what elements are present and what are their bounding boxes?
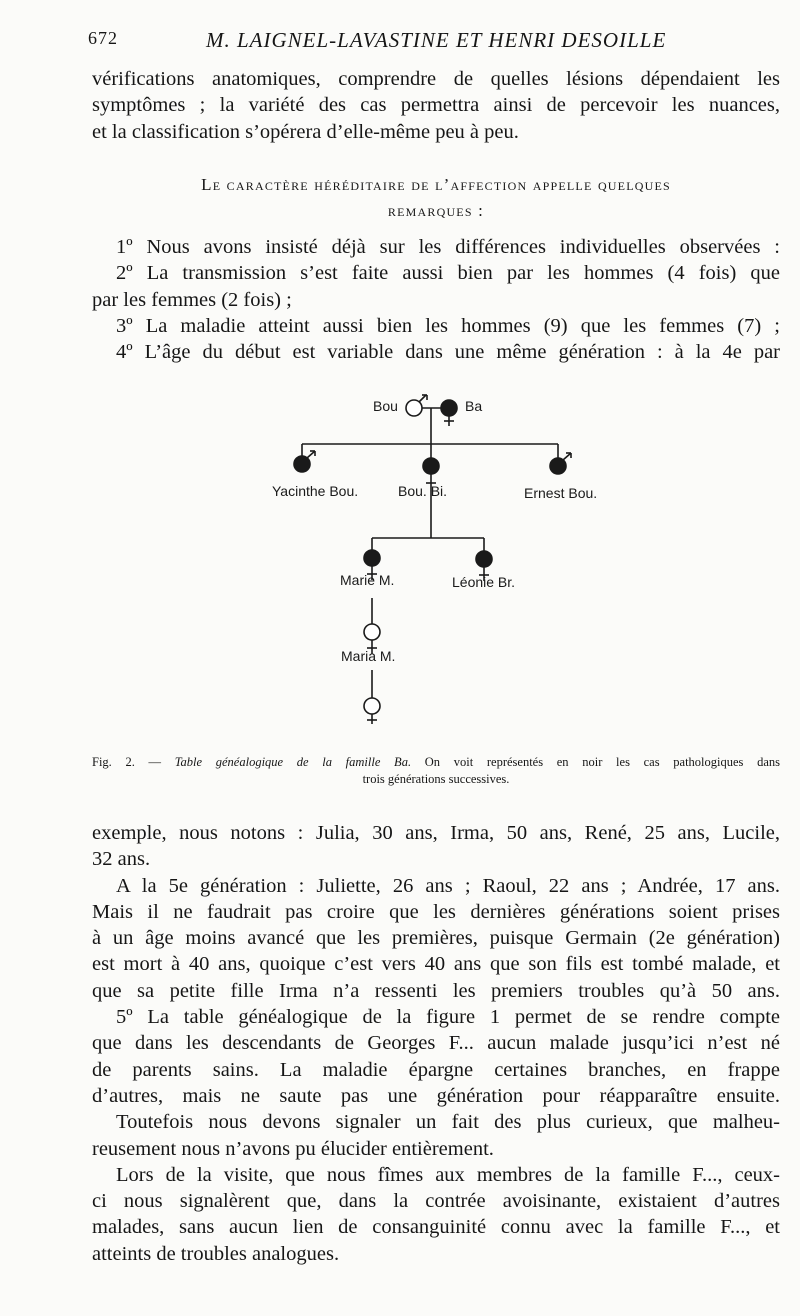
remark-line: par les femmes (2 fois) ;	[92, 288, 292, 311]
label-ernest: Ernest Bou.	[524, 485, 598, 501]
figure-caption	[92, 754, 780, 788]
caption-line	[92, 754, 780, 771]
label-marie: Marie M.	[340, 572, 395, 588]
running-header	[88, 28, 772, 58]
female-affected-symbol	[364, 550, 380, 566]
label-maria: Maria M.	[341, 648, 396, 664]
pedigree-chart	[0, 380, 800, 740]
pedigree-figure	[0, 380, 800, 740]
male-arrow	[419, 395, 426, 402]
text-line: atteints de troubles analogues.	[92, 1242, 340, 1265]
label-bou-bi: Bou. Bi.	[398, 483, 448, 499]
caption-title: Table généalogique de la famille Ba.	[174, 755, 412, 769]
remarks-list	[92, 234, 780, 365]
remark-line: 1º Nous avons insisté déjà sur les différences individuelles observées :	[116, 236, 780, 258]
text-line: A la 5e génération : Juliette, 26 ans ; Raoul, 22 ans ; Andrée, 17 ans.	[116, 874, 780, 897]
text-line: Toutefois nous devons signaler un fait des plus curieux, que malheu-	[116, 1111, 780, 1134]
text-line: reusement nous n’avons pu élucider entièrement.	[92, 1137, 494, 1160]
page-number: 672	[88, 28, 118, 48]
text-line: d’autres, mais ne saute pas une génération pour réapparaître ensuite.	[92, 1084, 780, 1107]
female-unaffected-symbol	[364, 624, 380, 640]
text-line: à un âge moins avancé que les premières, puisque Germain (2e génération)	[92, 927, 780, 950]
text-line: de parents sains. La maladie épargne certaines branches, en frappe	[92, 1058, 780, 1081]
caption-line: trois générations successives.	[362, 772, 510, 786]
remark-line: 3º La maladie atteint aussi bien les hommes (9) que les femmes (7) ;	[116, 314, 780, 337]
section-heading	[92, 172, 780, 224]
text-line: est mort à 40 ans, quoique c’est vers 40 ans que son fils est tombé malade, et	[92, 953, 780, 976]
label-bou: Bou	[373, 398, 398, 414]
label-yacinthe: Yacinthe Bou.	[272, 483, 359, 499]
caption-label: Fig. 2. —	[92, 755, 162, 769]
body-text	[92, 820, 780, 1267]
text-line: Mais il ne faudrait pas croire que les dernières générations soient prises	[92, 900, 780, 923]
female-unaffected-symbol	[364, 698, 380, 714]
label-ba: Ba	[465, 398, 483, 414]
heading-line: Le caractère héréditaire de l’affection appelle quelques	[201, 175, 671, 194]
text-line: 32 ans.	[92, 848, 151, 871]
text-line: que dans les descendants de Georges F... aucun malade jusqu’ici n’est né	[92, 1032, 780, 1055]
text-line: ci nous signalèrent que, dans la contrée avoisinante, existaient d’autres	[92, 1190, 780, 1213]
running-title: M. LAIGNEL-LAVASTINE ET HENRI DESOILLE	[206, 28, 667, 52]
text-line: 5º La table généalogique de la figure 1 permet de se rendre compte	[116, 1006, 780, 1029]
text-line: malades, sans aucun lien de consanguinité connu avec la famille F..., et	[92, 1216, 780, 1239]
female-affected-symbol	[423, 458, 439, 474]
text-line: Lors de la visite, que nous fîmes aux membres de la famille F..., ceux-	[116, 1163, 780, 1186]
caption-text: On voit représentés en noir les cas pathologiques dans	[424, 755, 781, 769]
heading-line: remarques :	[387, 201, 485, 220]
text-line: exemple, nous notons : Julia, 30 ans, Irma, 50 ans, René, 25 ans, Lucile,	[92, 822, 780, 844]
label-leonie: Léonie Br.	[452, 574, 516, 590]
female-affected-symbol	[476, 551, 492, 567]
text-line: que sa petite fille Irma n’a ressenti les premiers troubles qu’à 50 ans.	[92, 979, 780, 1002]
intro-paragraph	[92, 66, 780, 145]
female-affected-symbol	[441, 400, 457, 416]
text-line: symptômes ; la variété des cas permettra ainsi de percevoir les nuances,	[92, 94, 780, 117]
remark-line: 2º La transmission s’est faite aussi bien par les hommes (4 fois) que	[116, 262, 780, 285]
text-line: vérifications anatomiques, comprendre de quelles lésions dépendaient les	[92, 68, 780, 90]
remark-line: 4º L’âge du début est variable dans une même génération : à la 4e par	[116, 341, 780, 364]
text-line: et la classification s’opérera d’elle-même peu à peu.	[92, 120, 519, 143]
